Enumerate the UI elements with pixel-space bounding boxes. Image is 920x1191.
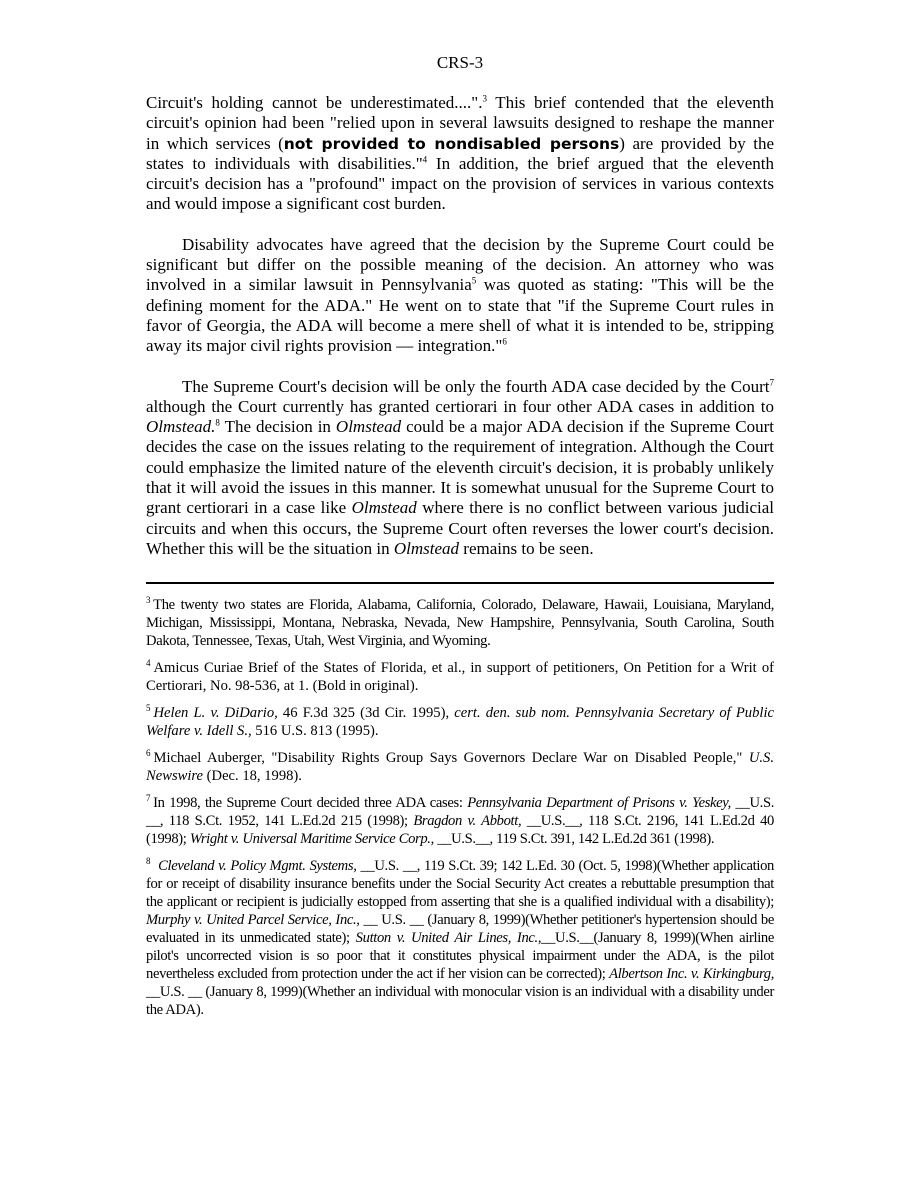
text-run: The decision in: [219, 417, 336, 437]
footnote-separator: [146, 582, 774, 584]
case-name-italic: Pennsylvania Department of Prisons v. Yeskey,: [467, 795, 731, 812]
case-name-italic: cert. den. sub nom. Pennsylvania Secretary of Public Welfare v. Idell S.,: [146, 705, 774, 740]
case-name-italic: Olmstead: [351, 498, 417, 518]
footnote-number: 7: [146, 793, 151, 804]
text-run: was quoted as stating: "This will be the defining moment for the ADA." He went on to state that "if the Supreme Court rules in favor of Georgia, the ADA will become a mere shell of what it is intended to be, stripping away its major civil rights provision — integration.": [146, 275, 774, 356]
case-name-italic: Murphy v. United Parcel Service, Inc.,: [146, 912, 360, 929]
footnote-text: __ U.S. __ (January 8, 1999)(Whether petitioner's hypertension should be evaluated in its unmedicated state);: [146, 912, 774, 947]
text-run: The Supreme Court's decision will be only the fourth ADA case decided by the Court: [182, 376, 770, 396]
page-header: CRS-3: [436, 53, 484, 72]
case-name-italic: Olmstead.: [146, 417, 216, 437]
footnote-ref-5[interactable]: 5: [471, 275, 477, 286]
footnote-ref-6[interactable]: 6: [502, 336, 507, 347]
footnote-number: 3: [146, 595, 151, 606]
text-run: Disability advocates have agreed that the decision by the Supreme Court could be significant but differ on the possible meaning of the decision. An attorney who was involved in a similar lawsuit in Pennsylvania: [146, 234, 774, 295]
footnote-text: Michael Auberger, "Disability Rights Group Says Governors Declare War on Disabled People,": [153, 750, 749, 767]
footnote-7: [146, 794, 774, 848]
footnote-6: [146, 749, 774, 785]
text-run: This brief contended that the eleventh circuit's opinion had been "relied upon in several lawsuits designed to reshape the manner in which services (: [146, 93, 774, 153]
paragraph-1: [146, 93, 774, 215]
case-name-italic: Wright v. Universal Maritime Service Corp.,: [189, 831, 434, 848]
text-run: although the Court currently has granted certiorari in four other ADA cases in addition to: [146, 396, 774, 416]
text-run: where there is no conflict between various judicial circuits and when this occurs, the Supreme Court often reverses the lower court's decision. Whether this will be the situation in: [146, 498, 774, 558]
text-run: In addition, the brief argued that the eleventh circuit's decision has a "profound" impact on the provision of services in various contexts and would impose a significant cost burden.: [146, 153, 774, 214]
footnote-ref-3[interactable]: 3: [482, 93, 487, 104]
footnote-text: The twenty two states are Florida, Alabama, California, Colorado, Delaware, Hawaii, Louisiana, Maryland, Michigan, Mississippi, Montana, Nebraska, Nevada, New Hampshire, Pennsylvania, South Carolina, South Dakota, Tennessee, Texas, Utah, West Virginia, and Wyoming.: [146, 597, 774, 650]
footnote-text: 516 U.S. 813 (1995).: [251, 723, 379, 740]
footnote-4: [146, 659, 774, 695]
text-run: could be a major ADA decision if the Supreme Court decides the case on the issues relating to the requirement of integration. Although the Court could emphasize the limited nature of the eleventh circuit's decision, it is probably unlikely that it will avoid the issues in this manner. It is somewhat unusual for the Supreme Court to grant certiorari in a case like: [146, 417, 774, 518]
text-run: remains to be seen.: [459, 538, 594, 558]
case-name-italic: Albertson Inc. v. Kirkingburg,: [609, 966, 774, 983]
footnotes: [146, 596, 774, 1019]
body-text: [146, 93, 774, 559]
footnote-text: 46 F.3d 325 (3d Cir. 1995),: [277, 705, 455, 722]
case-name-italic: Bragdon v. Abbott,: [413, 813, 522, 830]
footnote-text: __U.S. __, 119 S.Ct. 39; 142 L.Ed. 30 (Oct. 5, 1998)(Whether application for or receipt of disability insurance benefits under the Social Security Act creates a rebuttable presumption that the applicant or recipient is judicially estopped from asserting that she is a qualified individual with a disability);: [146, 858, 774, 911]
bold-phrase: not provided to nondisabled persons: [283, 134, 620, 153]
footnote-ref-4[interactable]: 4: [422, 154, 428, 165]
footnote-number: 8: [146, 856, 151, 867]
case-name-italic: Olmstead: [393, 538, 460, 558]
publication-italic: U.S. Newswire: [146, 750, 774, 785]
footnote-text: __U.S.__(January 8, 1999)(When airline pilot's uncorrected vision is so poor that it constitutes physical impairment under the ADA, is the pilot nevertheless excluded from protection under the act if her vision can be corrected);: [146, 930, 774, 983]
text-run: Circuit's holding cannot be underestimated....".: [146, 93, 483, 112]
footnote-number: 5: [146, 703, 151, 714]
footnote-5: [146, 704, 774, 740]
case-name-italic: Cleveland v. Policy Mgmt. Systems,: [158, 858, 357, 875]
case-name-italic: Helen L. v. DiDario,: [153, 705, 278, 722]
footnote-text: __U.S. __, 118 S.Ct. 1952, 141 L.Ed.2d 215 (1998);: [146, 795, 775, 830]
footnote-text: __U.S.__, 119 S.Ct. 391, 142 L.Ed.2d 361 (1998).: [433, 831, 715, 848]
footnote-text: __U.S.__, 118 S.Ct. 2196, 141 L.Ed.2d 40 (1998);: [146, 813, 774, 848]
case-name-italic: Olmstead: [335, 417, 402, 437]
footnote-number: 4: [146, 658, 151, 669]
footnote-number: 6: [146, 748, 151, 759]
paragraph-3: [146, 377, 774, 560]
footnote-text: (Dec. 18, 1998).: [203, 768, 302, 785]
footnote-text: In 1998, the Supreme Court decided three ADA cases:: [153, 795, 468, 812]
text-run: ) are provided by the states to individuals with disabilities.": [146, 133, 774, 173]
document-page: [146, 52, 774, 1028]
case-name-italic: Sutton v. United Air Lines, Inc.,: [355, 930, 542, 947]
footnote-ref-7[interactable]: 7: [769, 376, 774, 387]
paragraph-2: [146, 235, 774, 357]
footnote-text: Amicus Curiae Brief of the States of Florida, et al., in support of petitioners, On Petition for a Writ of Certiorari, No. 98-536, at 1. (Bold in original).: [146, 660, 774, 695]
footnote-text: __U.S. __ (January 8, 1999)(Whether an individual with monocular vision is an individual with a disability under the ADA).: [146, 984, 774, 1019]
footnote-8: [146, 857, 774, 1019]
footnote-ref-8[interactable]: 8: [215, 417, 220, 428]
footnote-3: [146, 596, 774, 650]
